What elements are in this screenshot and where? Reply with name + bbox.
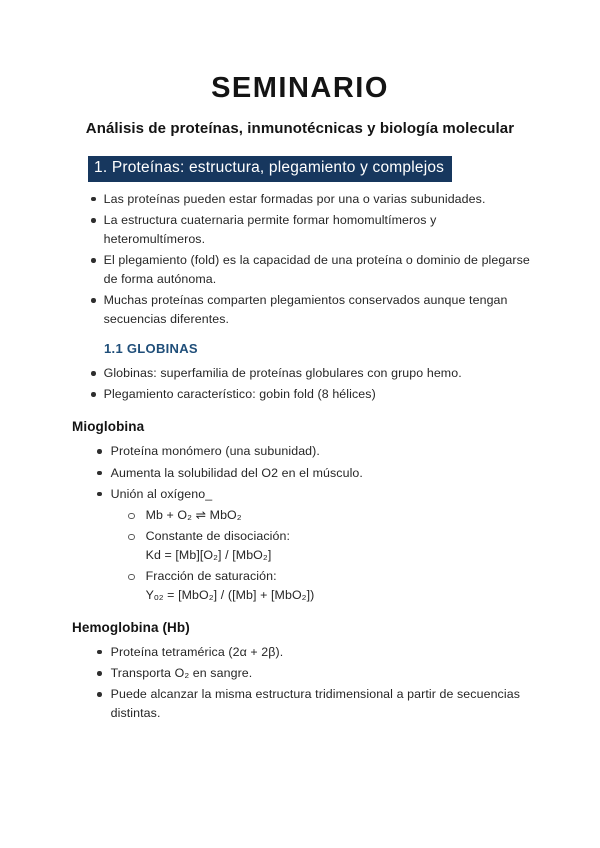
oxygen-binding-sublist [0,506,600,605]
list-item [0,364,600,383]
bullet-text: Unión al oxígeno_ [110,486,213,501]
section-1-heading-row [88,156,600,182]
page-title: SEMINARIO [211,72,389,104]
bullet-icon [91,298,96,303]
mioglobina-heading: Mioglobina [72,419,145,435]
list-item [0,643,600,662]
sub-bullet-text [146,506,518,525]
globinas-bullet-list [0,364,600,404]
bullet-icon [91,218,96,223]
section-1-bullet-list [0,190,600,329]
list-item [0,385,600,404]
equation-line: Mb + O₂ ⇌ MbO₂ [145,507,242,522]
hemoglobina-heading: Hemoglobina (Hb) [72,619,190,635]
sub-bullet-label: Fracción de saturación: [145,569,277,584]
bullet-text: Las proteínas pueden estar formadas por una o varias subunidades. [103,191,486,206]
bullet-text: Transporta O₂ en sangre. [110,666,253,681]
sub-bullet-text [146,527,518,565]
hemoglobina-bullet-list [0,643,600,723]
list-item [0,211,600,249]
list-item [0,527,600,565]
circle-bullet-icon [128,513,135,520]
equation-line: Kd = [Mb][O₂] / [MbO₂] [145,547,272,562]
bullet-text: Aumenta la solubilidad del O2 en el músculo. [110,465,363,480]
list-item [0,190,600,209]
list-item [0,442,600,461]
page-subtitle: Análisis de proteínas, inmunotécnicas y biología molecular [85,120,515,137]
bullet-icon [97,692,102,697]
sub-bullet-text [146,567,518,605]
sub-bullet-label: Constante de disociación: [145,529,290,544]
list-item [0,664,600,683]
bullet-text: La estructura cuaternaria permite formar homomultímeros y heteromultímeros. [103,213,437,246]
list-item [0,464,600,483]
bullet-text: Proteína monómero (una subunidad). [110,444,320,459]
circle-bullet-icon [128,534,135,541]
list-item [0,251,600,289]
bullet-icon [97,471,102,476]
bullet-icon [97,671,102,676]
section-1-heading: 1. Proteínas: estructura, plegamiento y complejos [88,156,452,182]
bullet-icon [97,650,102,655]
equation-line: Yₒ₂ = [MbO₂] / ([Mb] + [MbO₂]) [145,587,315,602]
list-item [0,485,600,504]
bullet-icon [91,371,96,376]
bullet-text: Puede alcanzar la misma estructura tridimensional a partir de secuencias distintas. [110,687,520,721]
list-item [0,567,600,605]
bullet-text: Muchas proteínas comparten plegamientos conservados aunque tengan secuencias diferentes. [103,293,508,326]
circle-bullet-icon [128,574,135,581]
bullet-text: Proteína tetramérica (2α + 2β). [110,644,284,659]
bullet-text: Plegamiento característico: gobin fold (8 hélices) [103,387,376,402]
bullet-icon [97,492,102,497]
list-item [0,685,600,723]
list-item [0,291,600,329]
subsection-1-1-heading: 1.1 GLOBINAS [104,340,198,356]
bullet-icon [91,258,96,263]
bullet-icon [91,392,96,397]
bullet-text: El plegamiento (fold) es la capacidad de una proteína o dominio de plegarse de forma autónoma. [103,253,530,286]
bullet-icon [91,197,96,202]
list-item [0,506,600,525]
mioglobina-bullet-list [0,442,600,503]
bullet-icon [97,449,102,454]
bullet-text: Globinas: superfamilia de proteínas globulares con grupo hemo. [103,366,462,381]
